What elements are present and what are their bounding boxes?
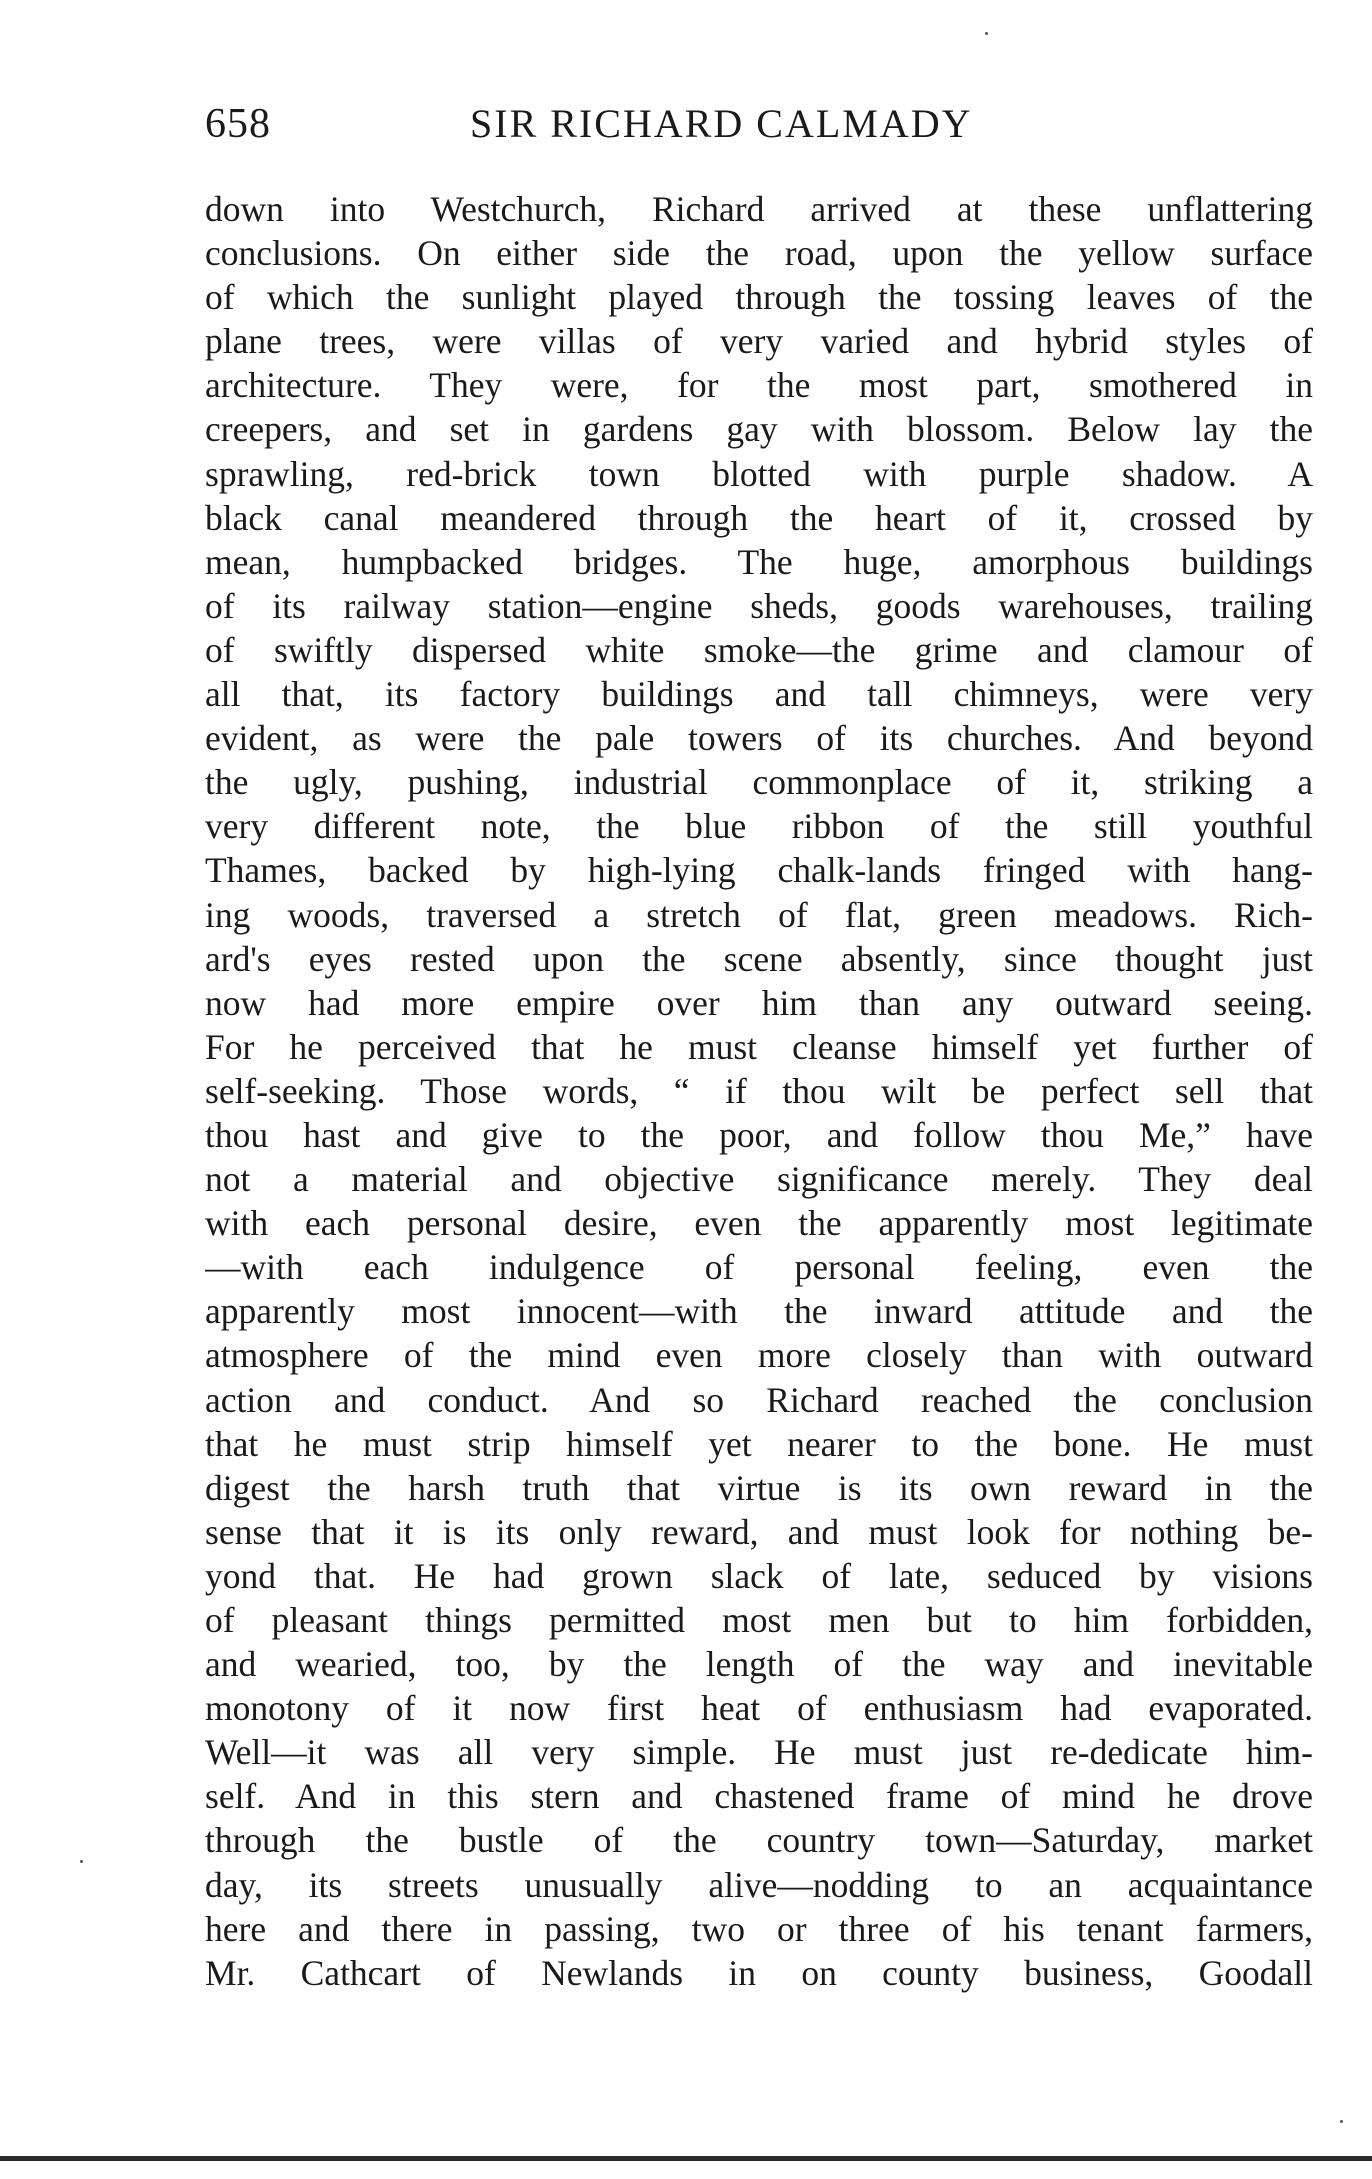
text-line: Thames, backed by high-lying chalk-lands fringed with hang- <box>205 850 1313 891</box>
text-line: with each personal desire, even the apparently most legitimate <box>205 1203 1313 1244</box>
text-line: here and there in passing, two or three of his tenant farmers, <box>205 1908 1313 1949</box>
text-line: digest the harsh truth that virtue is its own reward in the <box>205 1467 1313 1508</box>
scan-edge-rule <box>0 2156 1372 2161</box>
page-number: 658 <box>205 101 271 147</box>
text-line: mean, humpbacked bridges. The huge, amorphous buildings <box>205 541 1313 582</box>
text-line: yond that. He had grown slack of late, seduced by visions <box>205 1555 1313 1596</box>
text-line: down into Westchurch, Richard arrived at these unflattering <box>205 189 1313 229</box>
text-line: For he perceived that he must cleanse himself yet further of <box>205 1026 1313 1067</box>
text-line: self-seeking. Those words, “ if thou wilt be perfect sell that <box>205 1070 1313 1111</box>
text-line: now had more empire over him than any outward seeing. <box>205 982 1313 1023</box>
text-line: through the bustle of the country town—Saturday, market <box>205 1820 1313 1861</box>
scan-speck <box>80 1860 83 1863</box>
text-line: ard's eyes rested upon the scene absently, since thought just <box>205 938 1313 979</box>
text-line: very different note, the blue ribbon of the still youthful <box>205 806 1313 847</box>
body-text <box>205 187 1313 1995</box>
text-line: that he must strip himself yet nearer to the bone. He must <box>205 1423 1313 1464</box>
text-line: apparently most innocent—with the inward attitude and the <box>205 1291 1313 1332</box>
text-line: of pleasant things permitted most men but to him forbidden, <box>205 1600 1313 1640</box>
scan-speck <box>1340 2120 1343 2123</box>
text-line: Well—it was all very simple. He must just re-dedicate him- <box>205 1732 1313 1773</box>
scan-speck <box>985 32 988 35</box>
text-line: sense that it is its only reward, and must look for nothing be- <box>205 1511 1313 1552</box>
text-line: of swiftly dispersed white smoke—the grime and clamour of <box>205 629 1313 670</box>
text-line: evident, as were the pale towers of its churches. And beyond <box>205 718 1313 759</box>
text-line: the ugly, pushing, industrial commonplace of it, striking a <box>205 762 1313 803</box>
text-line: ing woods, traversed a stretch of flat, green meadows. Rich- <box>205 894 1313 935</box>
text-line: monotony of it now first heat of enthusiasm had evaporated. <box>205 1688 1313 1729</box>
text-line: plane trees, were villas of very varied and hybrid styles of <box>205 321 1313 362</box>
text-line: of its railway station—engine sheds, goods warehouses, trailing <box>205 585 1313 626</box>
text-line: black canal meandered through the heart of it, crossed by <box>205 497 1313 538</box>
running-title: SIR RICHARD CALMADY <box>470 101 973 146</box>
text-line: conclusions. On either side the road, upon the yellow surface <box>205 233 1313 274</box>
text-line: Mr. Cathcart of Newlands in on county business, Goodall <box>205 1952 1313 1993</box>
text-line: creepers, and set in gardens gay with blossom. Below lay the <box>205 409 1313 450</box>
text-line: —with each indulgence of personal feeling, even the <box>205 1247 1313 1288</box>
text-line: action and conduct. And so Richard reached the conclusion <box>205 1379 1313 1420</box>
text-line: and wearied, too, by the length of the way and inevitable <box>205 1644 1313 1685</box>
text-line: self. And in this stern and chastened frame of mind he drove <box>205 1776 1313 1817</box>
text-line: all that, its factory buildings and tall chimneys, were very <box>205 674 1313 715</box>
text-line: not a material and objective significance merely. They deal <box>205 1159 1313 1200</box>
text-line: atmosphere of the mind even more closely than with outward <box>205 1335 1313 1376</box>
text-line: day, its streets unusually alive—nodding to an acquaintance <box>205 1864 1313 1905</box>
text-line: sprawling, red-brick town blotted with purple shadow. A <box>205 453 1313 494</box>
text-line: of which the sunlight played through the tossing leaves of the <box>205 277 1313 318</box>
text-line: architecture. They were, for the most part, smothered in <box>205 365 1313 406</box>
text-line: thou hast and give to the poor, and follow thou Me,” have <box>205 1114 1313 1155</box>
page-header <box>205 100 1165 160</box>
